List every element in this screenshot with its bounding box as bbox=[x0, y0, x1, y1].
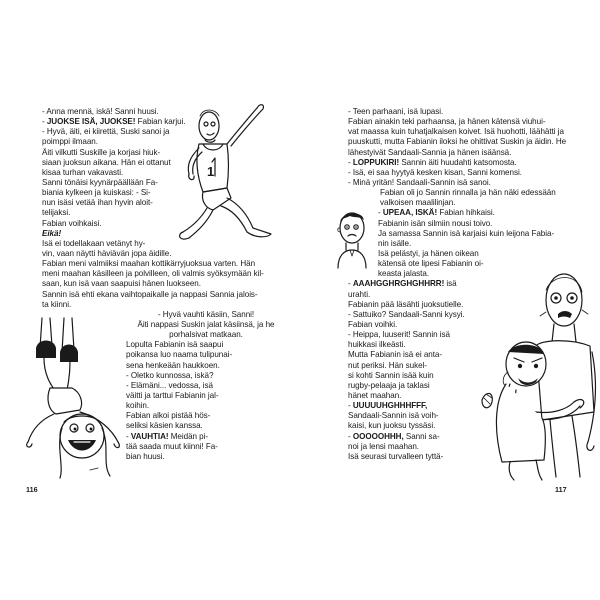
text-segment: LOPPUKIRI! bbox=[352, 157, 400, 167]
dads-tackling-icon bbox=[480, 272, 600, 482]
text-line bbox=[348, 178, 566, 188]
text-segment: Fabian ainakin teki parhaansa, ja hänen kätensä viuhui- bbox=[348, 117, 546, 127]
text-segment: poimppi ilmaan. bbox=[42, 137, 98, 147]
text-line bbox=[348, 208, 566, 218]
text-segment: Fabian oli jo Sannin rinnalla ja hän näki edessään bbox=[380, 188, 556, 198]
text-segment: telijaksi. bbox=[42, 208, 71, 218]
text-segment: - bbox=[348, 157, 353, 167]
text-line bbox=[42, 300, 330, 310]
text-line bbox=[42, 249, 330, 259]
text-segment: si kohti Sannin isää kuin bbox=[348, 370, 434, 380]
text-line bbox=[348, 168, 566, 178]
right-page-number: 117 bbox=[555, 485, 567, 494]
text-segment: nut periksi. Hän sukel- bbox=[348, 360, 427, 370]
text-segment: UUUUUHGHHHFFF, bbox=[352, 401, 428, 411]
text-segment: poikansa luo naama tulipunai- bbox=[126, 350, 233, 360]
text-line bbox=[348, 148, 566, 158]
text-segment: JUOKSE ISÄ, JUOKSE! bbox=[46, 117, 136, 127]
text-line bbox=[348, 188, 566, 198]
text-segment: Fabianin isän silmiin nousi toivo. bbox=[378, 218, 493, 228]
left-page-number: 116 bbox=[26, 485, 38, 494]
text-segment: biania kylkeen ja kuiskasi: - Si- bbox=[42, 188, 151, 198]
text-segment: vat maassa kuin tuhatjalkaisen koivet. Isä huohotti, läähätti ja bbox=[348, 127, 564, 137]
text-segment: väitti ja tarttui Fabianin jal- bbox=[126, 390, 219, 400]
text-segment: - bbox=[378, 208, 383, 218]
text-line bbox=[42, 279, 330, 289]
text-segment: vin, vaan näytti häviävän jopa äidille. bbox=[42, 248, 172, 258]
text-segment: Äiti nappasi Suskin jalat käsiinsä, ja he bbox=[137, 319, 275, 329]
text-segment: Sanni sa- bbox=[403, 431, 440, 441]
text-segment: - Elämäni... vedossa, isä bbox=[126, 380, 213, 390]
text-segment: Isä pelästyi, ja hänen oikean bbox=[378, 248, 479, 258]
text-segment: - Heippa, luuserit! Sannin isä bbox=[348, 330, 450, 340]
text-line bbox=[42, 290, 330, 300]
text-segment: keasta jalasta. bbox=[378, 269, 429, 279]
text-segment: Fabian hihkaisi. bbox=[437, 208, 495, 218]
text-segment: Eikä! bbox=[42, 228, 62, 238]
text-segment: Fabianin pää läsähti juoksutielle. bbox=[348, 299, 464, 309]
text-segment: VAUHTIA! bbox=[130, 431, 169, 441]
text-segment: AAAHGGHRGHGHHRR! bbox=[352, 279, 445, 289]
text-segment: - Sattuiko? Sandaali-Sanni kysyi. bbox=[348, 309, 465, 319]
text-segment: UPEAA, ISKÄ! bbox=[382, 208, 438, 218]
text-segment: - bbox=[42, 117, 47, 127]
text-segment: - Minä yritän! Sandaali-Sannin isä sanoi. bbox=[348, 177, 491, 187]
text-segment: kisaa turhan vakavasti. bbox=[42, 167, 124, 177]
text-segment: lähestyivät Sandaali-Sannia ja hänen isäänsä. bbox=[348, 147, 512, 157]
text-segment: nin isälle. bbox=[378, 238, 412, 248]
text-segment: huikkasi ilkeästi. bbox=[348, 340, 406, 350]
text-segment: Ja samassa Sannin isä karjaisi kuin leijona Fabia- bbox=[378, 228, 555, 238]
text-segment: - bbox=[348, 431, 353, 441]
text-segment: isä bbox=[444, 279, 457, 289]
text-segment: Isä ei todellakaan vetänyt hy- bbox=[42, 238, 146, 248]
text-segment: urahti. bbox=[348, 289, 371, 299]
text-segment: Fabian alkoi pistää hös- bbox=[126, 411, 211, 421]
text-segment: Fabian voihkaisi. bbox=[42, 218, 102, 228]
text-segment: - Oletko kunnossa, iskä? bbox=[126, 370, 214, 380]
text-segment: kaisi, kun juoksu tyssäsi. bbox=[348, 421, 436, 431]
text-segment: - bbox=[348, 279, 353, 289]
text-segment: puuskutti, mutta Fabianin iloksi he ohittivat Suskin ja äidin. He bbox=[348, 137, 567, 147]
text-segment: bian huusi. bbox=[126, 451, 165, 461]
text-segment: Fabian karjui. bbox=[135, 117, 186, 127]
svg-text:1: 1 bbox=[207, 164, 215, 179]
text-segment: - Isä, ei saa hyytyä kesken kisan, Sanni komensi. bbox=[348, 167, 522, 177]
text-segment: Sandaali-Sannin isä voih- bbox=[348, 411, 439, 421]
text-segment: Sannin isä ehti ekana vaihtopaikalle ja nappasi Sannia jalois- bbox=[42, 289, 258, 299]
text-segment: Meidän pi- bbox=[168, 431, 209, 441]
right-page bbox=[300, 0, 600, 600]
text-segment: saan, kun isä vaan saapuisi hänen luokseen. bbox=[42, 279, 201, 289]
text-segment: - Teen parhaani, isä lupasi. bbox=[348, 107, 444, 116]
text-segment: OOOOOHHH, bbox=[352, 431, 404, 441]
text-segment: ta kiinni. bbox=[42, 299, 72, 309]
text-segment: - Hyvä, äiti, ei kiirettä, Suski sanoi ja bbox=[42, 127, 170, 137]
worried-boy-icon bbox=[334, 210, 374, 280]
text-segment: siaan juoksun aikana. Hän ei ottanut bbox=[42, 157, 171, 167]
text-line bbox=[348, 219, 566, 229]
text-segment: Lopulta Fabianin isä saapui bbox=[126, 340, 224, 350]
text-line bbox=[348, 198, 566, 208]
text-segment: meni maahan käsilleen ja polvilleen, oli valmis syöksymään kil- bbox=[42, 269, 264, 279]
text-line bbox=[348, 137, 566, 147]
text-segment: Mutta Fabianin isä ei anta- bbox=[348, 350, 443, 360]
text-segment: Sanni tönäisi kyynärpäällään Fa- bbox=[42, 177, 158, 187]
running-man-number-1-icon bbox=[175, 100, 285, 250]
text-segment: nun isäsi vetää ihan hyvin aloit- bbox=[42, 198, 153, 208]
text-segment: tää saada muut kiinni! Fa- bbox=[126, 441, 218, 451]
text-segment: Äiti vilkutti Suskille ja korjasi hiuk- bbox=[42, 147, 161, 157]
text-line bbox=[348, 117, 566, 127]
text-line bbox=[348, 127, 566, 137]
text-line bbox=[348, 229, 566, 239]
text-segment: Fabian voihki. bbox=[348, 319, 398, 329]
text-segment: Fabian meni valmiiksi maahan kottikärryjuoksua varten. Hän bbox=[42, 259, 256, 269]
text-segment: seliksi käsien kanssa. bbox=[126, 421, 203, 431]
text-segment: valkoisen maalilinjan. bbox=[380, 198, 456, 208]
text-segment: sena henkeään haukkoen. bbox=[126, 360, 220, 370]
text-segment: - bbox=[126, 431, 131, 441]
text-line bbox=[42, 269, 330, 279]
text-segment: noi ja lensi maahan. bbox=[348, 441, 419, 451]
girl-held-by-legs-icon bbox=[20, 318, 130, 478]
text-segment: rugby-pelaaja ja taklasi bbox=[348, 380, 430, 390]
text-segment: Isä seurasi turvalleen tyttä- bbox=[348, 451, 444, 461]
text-segment: porhalsivat matkaan. bbox=[169, 330, 243, 340]
text-segment: kätensä ote lipesi Fabianin oi- bbox=[378, 259, 484, 269]
text-line bbox=[348, 259, 566, 269]
text-segment: koihin. bbox=[126, 401, 150, 411]
text-segment: - Hyvä vauhti käsiin, Sanni! bbox=[157, 309, 255, 319]
text-line bbox=[348, 107, 566, 117]
text-segment: Sannin äiti huudahti katsomosta. bbox=[399, 157, 517, 167]
text-segment: - Anna mennä, iskä! Sanni huusi. bbox=[42, 107, 159, 116]
text-segment: - bbox=[348, 401, 353, 411]
text-line bbox=[348, 158, 566, 168]
text-line bbox=[42, 259, 330, 269]
text-line bbox=[348, 239, 566, 249]
text-line bbox=[348, 249, 566, 259]
text-segment: hänet maahan. bbox=[348, 390, 402, 400]
